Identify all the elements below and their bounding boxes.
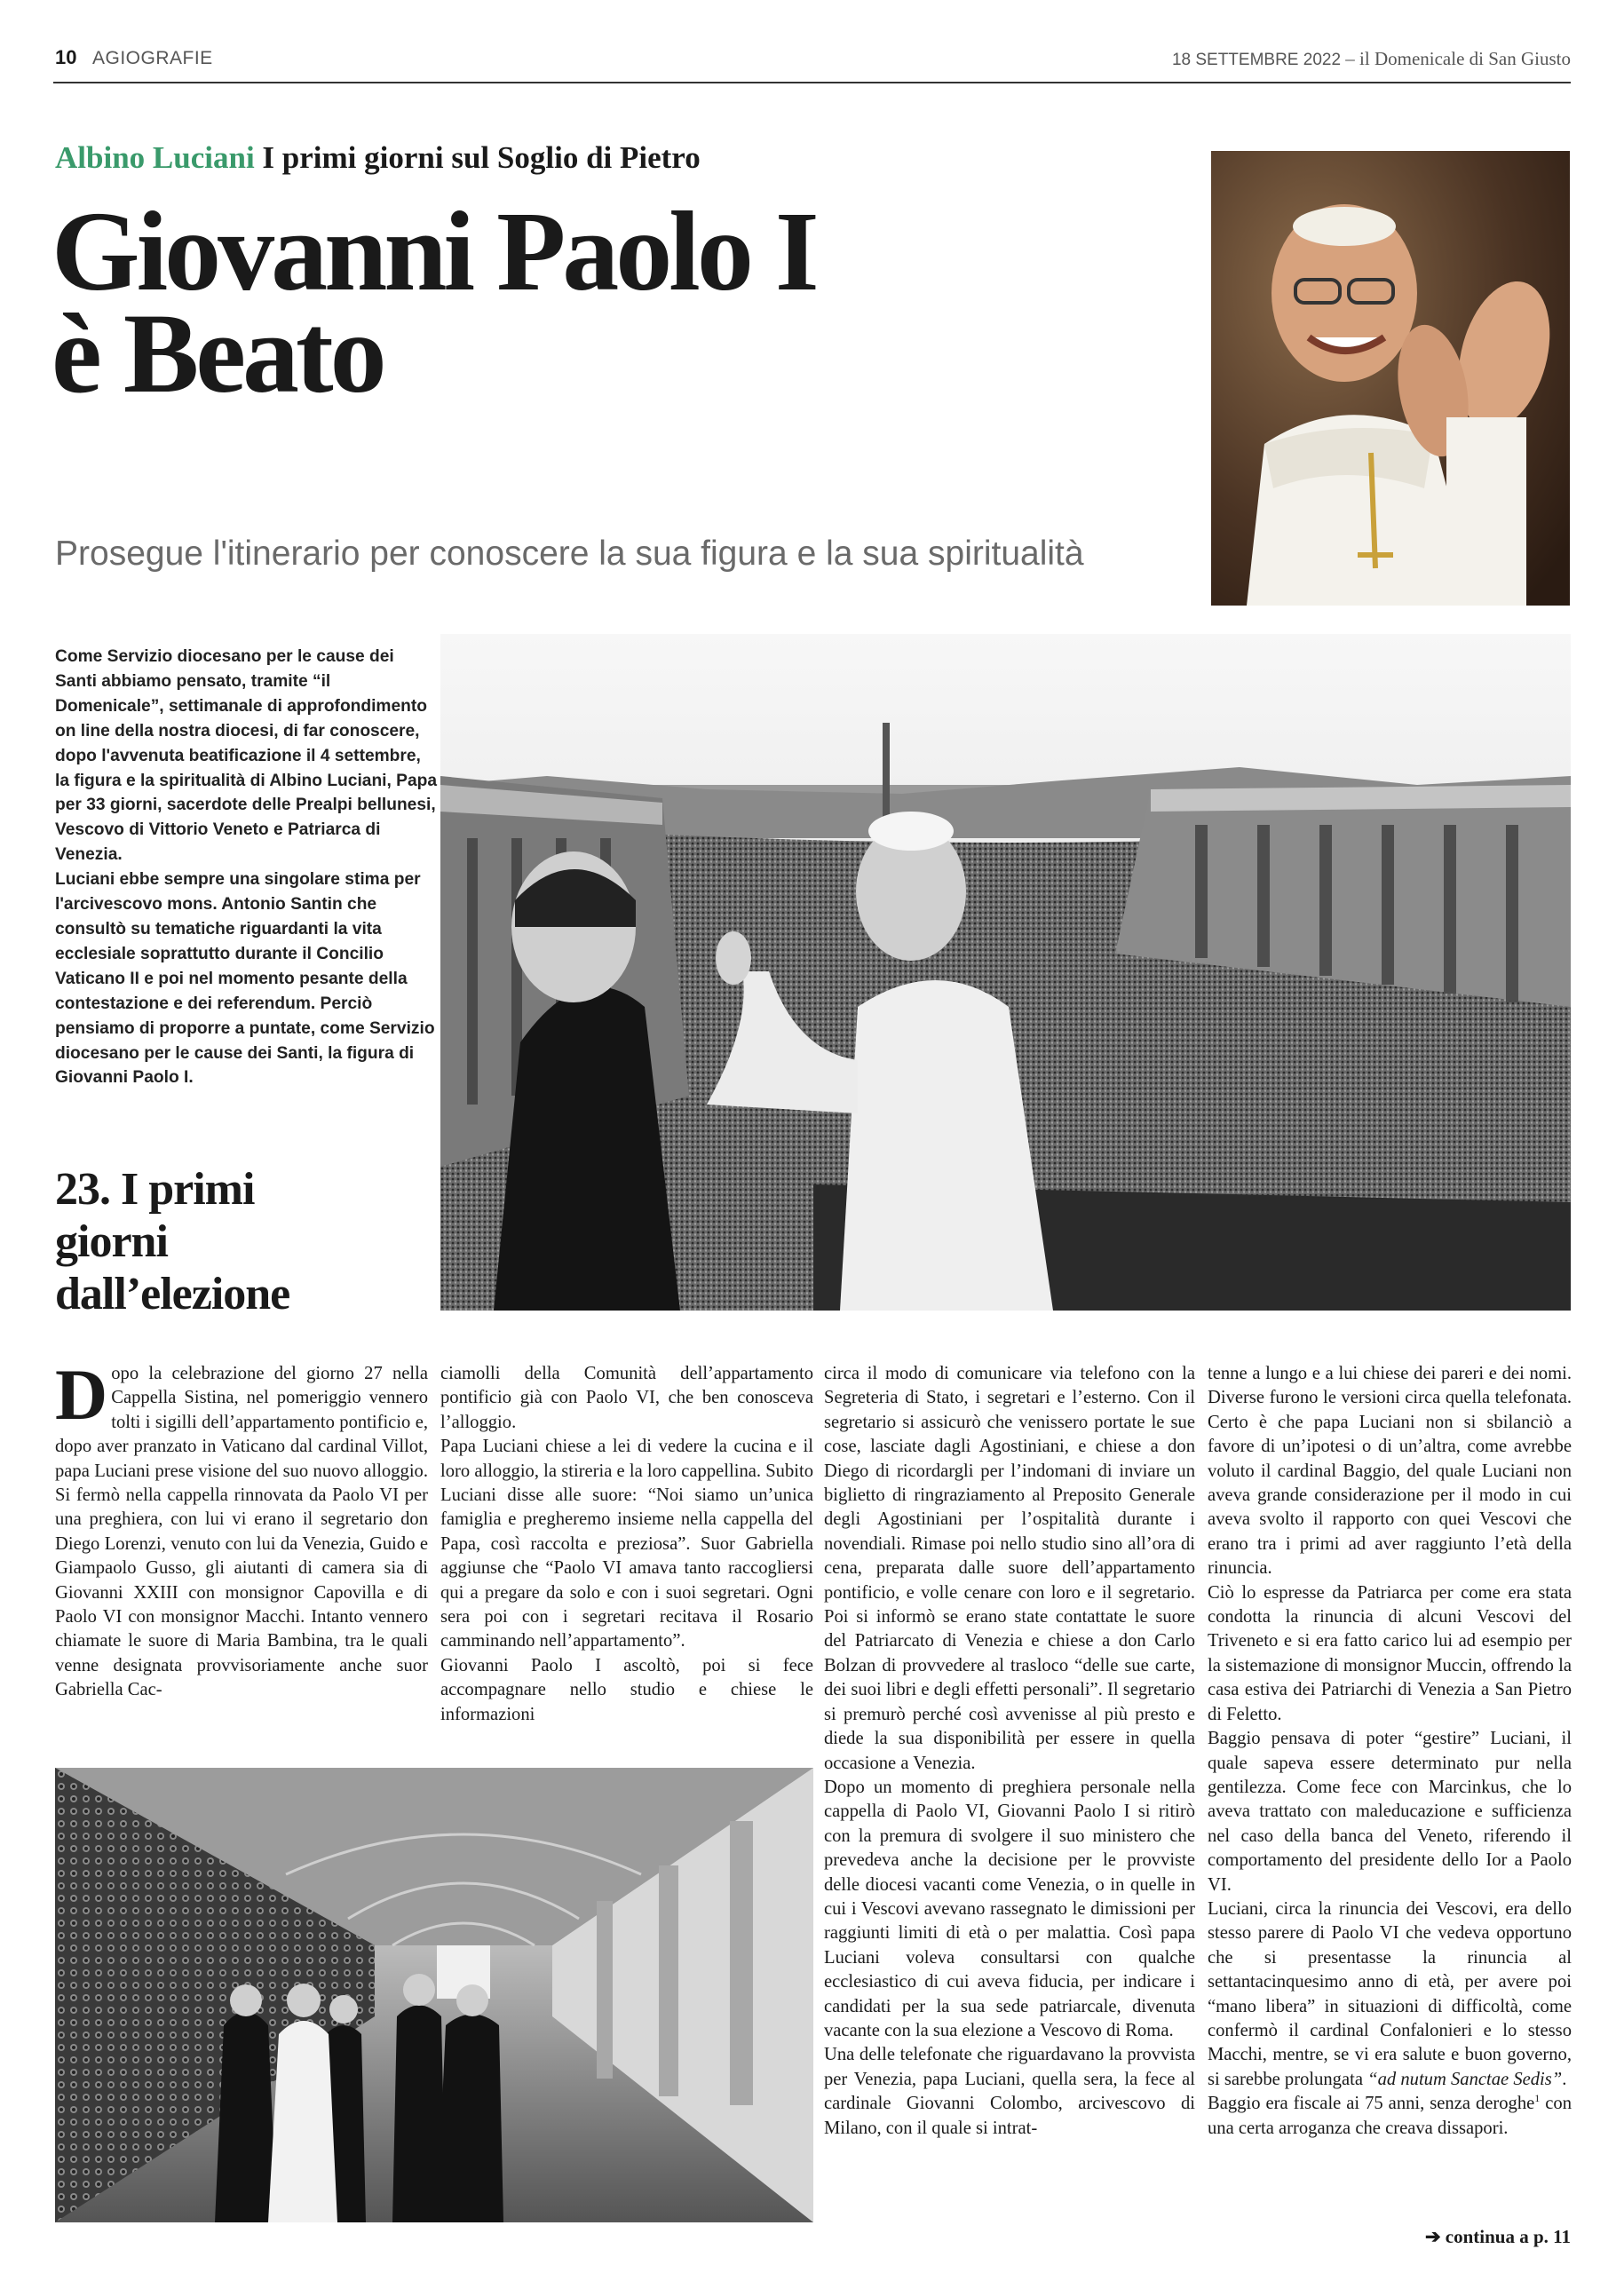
intro-box [55,645,439,1090]
publication-line [1172,48,1571,70]
headline-line-1: Giovanni Paolo I [51,188,816,314]
article-paragraph: circa il modo di comunicare via telefono con la Segreteria di Stato, i segretari e l’esterno. Con il segretario si assicurò che venissero portate le sue cose, lasciate dagli Agostiniani, e chiese a don Diego di ricordargli per l’indomani di inviare un biglietto di ringraziamento al Preposito Generale degli Agostiniani per l’ospitalità durante i novendiali. Rimase poi nello studio sino all’ora di cena, preparata dalle suore dell’appartamento pontificio, e volle cenare con loro e il segretario. Poi si informò se erano state contattate le suore del Patriarcato di Venezia e chiese a don Carlo Bolzan di provvedere al trasloco “delle sue carte, dei suoi libri e degli effetti personali”. Il segretario si premurò perché così avvenisse al più presto e diede la sua disponibilità per essere in quella occasione a Venezia. [824,1364,1195,1773]
kicker-topic: I primi giorni sul Soglio di Pietro [262,140,701,175]
page-number: 10 [55,46,77,68]
headline [51,188,1161,416]
article-paragraph: Ciò lo espresse da Patriarca per come era stata condotta la rinuncia di alcuni Vescovi del Triveneto e si era fatto carico lui ad esempio per la sistemazione di monsignor Muccin, offrendo la casa estiva dei Patriarchi di Venezia a San Pietro di Feletto. [1208,1582,1572,1724]
header-divider [53,82,1571,83]
article-paragraph: Giovanni Paolo I ascoltò, poi si fece accompagnare nello studio e chiese le informazioni [440,1655,813,1724]
headline-line-2: è Beato [51,290,384,416]
intro-paragraph: Come Servizio diocesano per le cause dei Santi abbiamo pensato, tramite “il Domenicale”, settimanale di approfondimento on line della nostra diocesi, di far conoscere, dopo l'avvenuta beatificazione il 4 settembre, la figura e la spiritualità di Albino Luciani, Papa per 33 giorni, sacerdote delle Prealpi bellunesi, Vescovo di Vittorio Veneto e Patriarca di Venezia. [55,647,438,865]
chapter-title [55,1163,428,1320]
kicker [55,140,701,176]
chapter-title-line-2: giorni [55,1216,168,1267]
publication-name: – il Domenicale di San Giusto [1345,48,1571,69]
article-column-4 [1208,1362,1572,2141]
article-column-2 [440,1362,813,1727]
article-paragraph: Baggio era fiscale ai 75 anni, senza deroghe$^1$ con una certa arroganza che creava dissapori. [1208,2092,1572,2138]
article-column-1 [55,1354,428,1703]
article-paragraph: tenne a lungo e a lui chiese dei pareri e dei nomi. Diverse furono le versioni circa quella telefonata. Certo è che papa Luciani non si sbilanciò a favore di un’ipotesi o di un’altra, come avrebbe voluto il cardinal Baggio, del quale Luciani non aveva grande considerazione per il modo in cui aveva svolto il rapporto con quei Vescovi che erano tra i primi ad aver raggiunto l’età della rinuncia. [1208,1364,1572,1579]
intro-paragraph: Luciani ebbe sempre una singolare stima per l'arcivescovo mons. Antonio Santin che consultò su tematiche riguardanti la vita ecclesiale soprattutto durante il Concilio Vaticano II e poi nel momento pesante della contestazione e dei referendum. Perciò pensiamo di proporre a puntate, come Servizio diocesano per le cause dei Santi, la figura di Giovanni Paolo I. [55,870,435,1088]
issue-date: 18 SETTEMBRE 2022 [1171,51,1342,69]
chapter-title-line-1: 23. I primi [55,1164,255,1215]
subtitle: Prosegue l'itinerario per conoscere la sua figura e la sua spiritualità [55,535,1084,573]
balcony-photo [440,634,1571,1311]
article-paragraph: opo la celebrazione del giorno 27 nella Cappella Sistina, nel pomeriggio vennero tolti i sigilli dell’appartamento pontificio e, dopo aver pranzato in Vaticano dal cardinal Villot, papa Luciani prese visione del suo nuovo alloggio. Si fermò nella cappella rinnovata da Paolo VI per una preghiera, con lui vi erano il segretario don Diego Lorenzi, venuto con lui da Venezia, Guido e Giampaolo Gusso, gli aiutanti di camera sia di Giovanni XXIII con monsignor Capovilla e di Paolo VI con monsignor Macchi. Intanto vennero chiamate le suore di Maria Bambina, tra le quali venne designata provvisoriamente anche suor Gabriella Cac- [55,1364,428,1700]
article-paragraph: Baggio pensava di poter “gestire” Luciani, il quale sapeva essere determinato pur nella gentilezza. Come fece con Marcinkus, che lo aveva trattato con maleducazione e sufficienza nel caso della banca del Veneto, riferendo il comportamento del presidente dello Ior a Paolo VI. [1208,1729,1572,1895]
article-paragraph: Papa Luciani chiese a lei di vedere la cucina e il loro alloggio, la stireria e la loro cappellina. Subito Luciani disse alle suore: “Noi siamo un’unica famiglia e pregheremo insieme nella cappella del Papa, così raccolta e preziosa”. Suor Gabriella aggiunse che “Paolo VI amava tanto raccogliersi qui a pregare da solo e con i suoi segretari. Ogni sera poi con i segretari recitava il Rosario camminando nell’appartamento”. [440,1437,813,1651]
continue-reference: ➔ continua a p. 11 [1424,2226,1571,2247]
article-column-3 [824,1362,1195,2141]
kicker-name: Albino Luciani [55,140,255,175]
chapter-title-line-3: dall’elezione [55,1269,290,1319]
article-paragraph: Dopo un momento di preghiera personale nella cappella di Paolo VI, Giovanni Paolo I si ritirò con la premura di svolgere il suo ministero che prevedeva anche la decisione per le provviste delle diocesi vacanti come Venezia, o in quelle in cui i Vescovi avevano rassegnato le dimissioni per raggiunti limiti di età o per malattia. Così papa Luciani voleva consultarsi con qualche ecclesiastico di cui aveva fiducia, per indicare i candidati per la sua sede patriarcale, divenuta vacante con la sua elezione a Vescovo di Roma. [824,1777,1195,2040]
footnote-marker: 1 [1534,2092,1541,2105]
section-label: AGIOGRAFIE [92,48,213,68]
latin-phrase: “ad nutum Sanctae Sedis” [1367,2069,1563,2089]
article-paragraph: Luciani, circa la rinuncia dei Vescovi, era dello stesso parere di Paolo VI che vedeva opportuno che si presentasse la rinuncia al settantacinquesimo anno di età, per avere poi “mano libera” in situazioni di difficoltà, come confermò il cardinal Confalonieri e lo stesso Macchi, mentre, se vi era salute e buon governo, si sarebbe prolungata “ad nutum Sanctae Sedis”. [1208,1898,1572,2089]
article-paragraph: ciamolli della Comunità dell’appartamento pontificio già con Paolo VI, che ben conosceva l’alloggio. [440,1364,813,1432]
article-paragraph: Una delle telefonate che riguardavano la provvista per Venezia, papa Luciani, quella sera, la fece al cardinale Giovanni Colombo, arcivescovo di Milano, con il quale si intrat- [824,2045,1195,2138]
drop-cap: D [55,1354,108,1435]
portrait-photo [1211,151,1570,606]
corridor-photo [55,1768,813,2222]
